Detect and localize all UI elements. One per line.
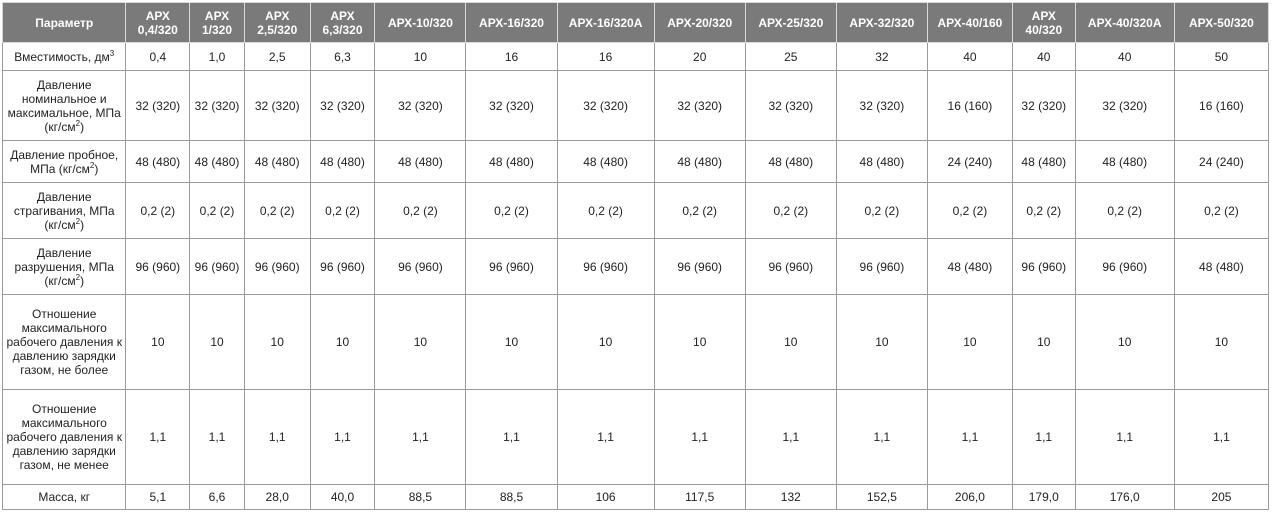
header-model-10: АРХ-32/320 — [836, 3, 927, 43]
table-cell: 206,0 — [927, 485, 1012, 510]
table-cell: 10 — [654, 295, 745, 390]
table-cell: 1,1 — [927, 390, 1012, 485]
table-cell: 1,1 — [126, 390, 190, 485]
table-cell: 117,5 — [654, 485, 745, 510]
table-cell: 48 (480) — [1075, 141, 1174, 183]
table-cell: 205 — [1174, 485, 1268, 510]
table-row — [3, 71, 1269, 141]
table-cell: 32 (320) — [244, 71, 310, 141]
header-model-3: АРХ 2,5/320 — [244, 3, 310, 43]
table-cell: 6,6 — [190, 485, 245, 510]
header-model-9: АРХ-25/320 — [745, 3, 836, 43]
table-cell: 1,1 — [310, 390, 375, 485]
table-cell: 32 (320) — [745, 71, 836, 141]
table-cell: 96 (960) — [466, 239, 557, 295]
table-cell: 1,1 — [244, 390, 310, 485]
table-row — [3, 183, 1269, 239]
table-cell: 40 — [927, 43, 1012, 71]
table-cell: 1,1 — [836, 390, 927, 485]
table-cell: 10 — [190, 295, 245, 390]
table-cell: 6,3 — [310, 43, 375, 71]
table-cell: 20 — [654, 43, 745, 71]
table-cell: 2,5 — [244, 43, 310, 71]
table-cell: 32 (320) — [375, 71, 466, 141]
table-cell: 32 — [836, 43, 927, 71]
table-cell: 10 — [310, 295, 375, 390]
table-cell: 0,2 (2) — [375, 183, 466, 239]
table-cell: 0,2 (2) — [557, 183, 654, 239]
table-cell: 1,1 — [1012, 390, 1075, 485]
table-cell: 0,2 (2) — [836, 183, 927, 239]
header-model-13: АРХ-40/320А — [1075, 3, 1174, 43]
header-model-2: АРХ 1/320 — [190, 3, 245, 43]
table-cell: 24 (240) — [927, 141, 1012, 183]
table-cell: 96 (960) — [1075, 239, 1174, 295]
table-cell: 96 (960) — [557, 239, 654, 295]
table-cell: 48 (480) — [557, 141, 654, 183]
table-cell: 96 (960) — [244, 239, 310, 295]
table-cell: 32 (320) — [654, 71, 745, 141]
header-model-11: АРХ-40/160 — [927, 3, 1012, 43]
table-cell: 48 (480) — [190, 141, 245, 183]
table-cell: 132 — [745, 485, 836, 510]
param-label-superscript: 2 — [75, 216, 81, 226]
table-cell: 0,2 (2) — [654, 183, 745, 239]
table-cell: 10 — [126, 295, 190, 390]
header-model-12: АРХ 40/320 — [1012, 3, 1075, 43]
table-cell: 24 (240) — [1174, 141, 1268, 183]
table-cell: 10 — [375, 43, 466, 71]
param-label — [3, 485, 126, 510]
param-label — [3, 295, 126, 390]
table-row — [3, 390, 1269, 485]
table-cell: 1,1 — [1075, 390, 1174, 485]
table-cell: 16 — [466, 43, 557, 71]
table-cell: 40 — [1012, 43, 1075, 71]
param-label — [3, 71, 126, 141]
param-label-end: ) — [80, 217, 85, 232]
param-label — [3, 390, 126, 485]
param-label-end: ) — [94, 161, 99, 176]
table-cell: 32 (320) — [466, 71, 557, 141]
table-cell: 96 (960) — [190, 239, 245, 295]
table-cell: 1,1 — [745, 390, 836, 485]
table-cell: 96 (960) — [310, 239, 375, 295]
table-cell: 96 (960) — [1012, 239, 1075, 295]
table-cell: 32 (320) — [126, 71, 190, 141]
table-cell: 0,2 (2) — [310, 183, 375, 239]
table-cell: 96 (960) — [375, 239, 466, 295]
header-model-1: АРХ 0,4/320 — [126, 3, 190, 43]
param-label-text: Давление страгивания, МПа (кг/см — [13, 189, 115, 232]
table-cell: 32 (320) — [557, 71, 654, 141]
table-cell: 32 (320) — [1075, 71, 1174, 141]
table-cell: 0,2 (2) — [1012, 183, 1075, 239]
table-cell: 48 (480) — [126, 141, 190, 183]
param-label-end: ) — [80, 119, 85, 134]
table-cell: 96 (960) — [654, 239, 745, 295]
param-label-text: Отношение максимального рабочего давления к давлению зарядки газом, не более — [6, 307, 122, 377]
table-cell: 0,4 — [126, 43, 190, 71]
table-cell: 0,2 (2) — [190, 183, 245, 239]
table-cell: 48 (480) — [654, 141, 745, 183]
param-label — [3, 239, 126, 295]
table-cell: 32 (320) — [310, 71, 375, 141]
table-cell: 0,2 (2) — [244, 183, 310, 239]
param-label-superscript: 2 — [89, 160, 95, 170]
table-cell: 0,2 (2) — [927, 183, 1012, 239]
table-cell: 10 — [836, 295, 927, 390]
header-param: Параметр — [3, 3, 126, 43]
header-model-4: АРХ 6,3/320 — [310, 3, 375, 43]
param-label-superscript: 2 — [75, 118, 81, 128]
table-cell: 152,5 — [836, 485, 927, 510]
param-label — [3, 141, 126, 183]
header-model-6: АРХ-16/320 — [466, 3, 557, 43]
table-cell: 88,5 — [375, 485, 466, 510]
table-cell: 96 (960) — [126, 239, 190, 295]
table-cell: 32 (320) — [190, 71, 245, 141]
table-cell: 40 — [1075, 43, 1174, 71]
table-cell: 1,1 — [190, 390, 245, 485]
table-cell: 48 (480) — [244, 141, 310, 183]
table-cell: 0,2 (2) — [1174, 183, 1268, 239]
table-cell: 1,1 — [375, 390, 466, 485]
table-cell: 40,0 — [310, 485, 375, 510]
table-cell: 96 (960) — [745, 239, 836, 295]
table-cell: 48 (480) — [466, 141, 557, 183]
table-cell: 48 (480) — [745, 141, 836, 183]
header-model-8: АРХ-20/320 — [654, 3, 745, 43]
table-cell: 179,0 — [1012, 485, 1075, 510]
table-cell: 10 — [1174, 295, 1268, 390]
spec-table — [2, 2, 1269, 510]
table-cell: 1,1 — [557, 390, 654, 485]
header-model-7: АРХ-16/320А — [557, 3, 654, 43]
table-cell: 96 (960) — [836, 239, 927, 295]
param-label-text: Давление номинальное и максимальное, МПа (кг/см — [7, 77, 121, 134]
table-cell: 48 (480) — [927, 239, 1012, 295]
table-cell: 10 — [557, 295, 654, 390]
table-row — [3, 43, 1269, 71]
table-row — [3, 485, 1269, 510]
param-label-end: ) — [80, 273, 85, 288]
table-cell: 48 (480) — [1012, 141, 1075, 183]
table-cell: 10 — [745, 295, 836, 390]
table-row — [3, 295, 1269, 390]
param-label — [3, 43, 126, 71]
table-row — [3, 141, 1269, 183]
table-cell: 1,1 — [466, 390, 557, 485]
param-label-superscript: 3 — [109, 48, 115, 58]
table-cell: 0,2 (2) — [126, 183, 190, 239]
table-cell: 50 — [1174, 43, 1268, 71]
table-cell: 32 (320) — [1012, 71, 1075, 141]
table-cell: 10 — [244, 295, 310, 390]
param-label-text: Отношение максимального рабочего давления к давлению зарядки газом, не менее — [6, 402, 122, 472]
param-label-text: Давление пробное, МПа (кг/см — [10, 147, 119, 176]
header-model-5: АРХ-10/320 — [375, 3, 466, 43]
table-cell: 25 — [745, 43, 836, 71]
table-cell: 10 — [1012, 295, 1075, 390]
header-model-14: АРХ-50/320 — [1174, 3, 1268, 43]
table-cell: 0,2 (2) — [1075, 183, 1174, 239]
table-cell: 0,2 (2) — [745, 183, 836, 239]
table-cell: 48 (480) — [375, 141, 466, 183]
table-cell: 16 (160) — [1174, 71, 1268, 141]
header-row — [3, 3, 1269, 43]
table-cell: 88,5 — [466, 485, 557, 510]
table-cell: 1,0 — [190, 43, 245, 71]
table-cell: 10 — [1075, 295, 1174, 390]
table-cell: 48 (480) — [1174, 239, 1268, 295]
table-cell: 176,0 — [1075, 485, 1174, 510]
table-cell: 10 — [375, 295, 466, 390]
param-label-text: Вместимость, дм — [14, 49, 110, 64]
table-cell: 0,2 (2) — [466, 183, 557, 239]
table-cell: 106 — [557, 485, 654, 510]
spec-table-container — [2, 2, 1269, 510]
table-cell: 48 (480) — [836, 141, 927, 183]
table-cell: 10 — [466, 295, 557, 390]
table-cell: 5,1 — [126, 485, 190, 510]
table-cell: 32 (320) — [836, 71, 927, 141]
table-cell: 16 (160) — [927, 71, 1012, 141]
param-label — [3, 183, 126, 239]
param-label-superscript: 2 — [75, 272, 81, 282]
table-cell: 1,1 — [654, 390, 745, 485]
table-cell: 16 — [557, 43, 654, 71]
table-cell: 1,1 — [1174, 390, 1268, 485]
param-label-text: Масса, кг — [38, 490, 91, 504]
table-cell: 48 (480) — [310, 141, 375, 183]
table-cell: 28,0 — [244, 485, 310, 510]
table-cell: 10 — [927, 295, 1012, 390]
param-label-text: Давление разрушения, МПа (кг/см — [14, 245, 114, 288]
table-row — [3, 239, 1269, 295]
